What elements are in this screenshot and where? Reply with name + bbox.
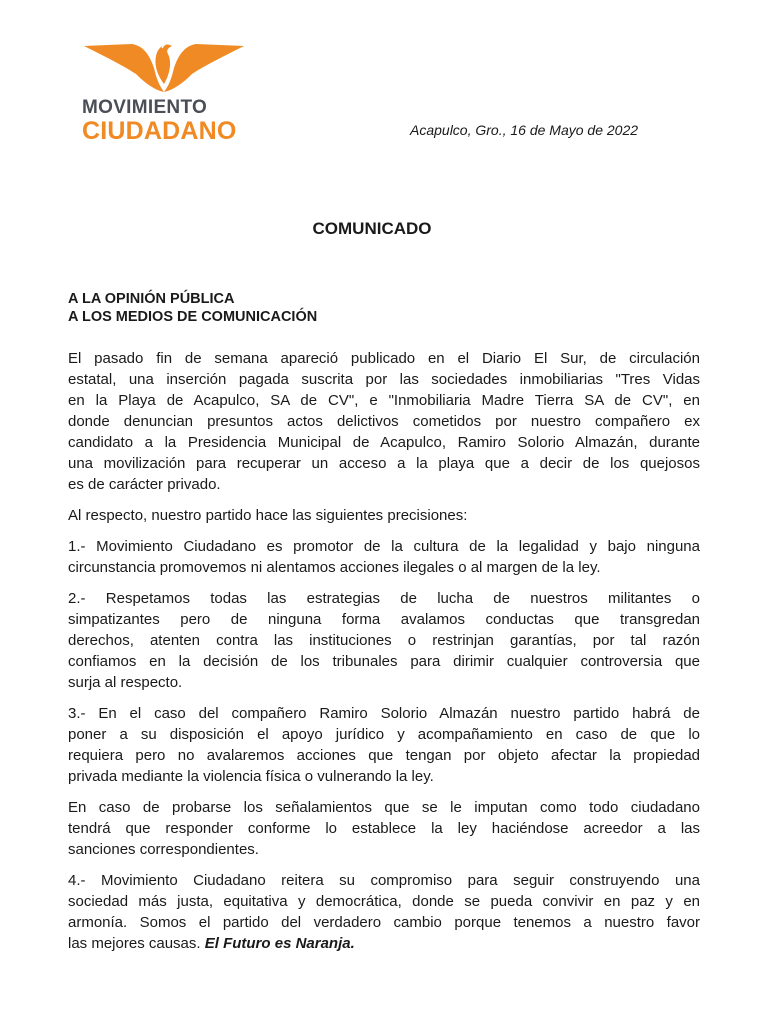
movimiento-ciudadano-logo: [82, 40, 252, 144]
text-line: sociedad más justa, equitativa y democrática, donde se pueda convivir en paz y en: [68, 893, 700, 910]
text-line: surja al respecto.: [68, 674, 183, 691]
text-line: El pasado fin de semana apareció publicado en el Diario El Sur, de circulación: [68, 350, 700, 367]
text-line: 2.- Respetamos todas las estrategias de lucha de nuestros militantes o: [68, 590, 700, 607]
paragraph: [68, 703, 700, 787]
text-line: estatal, una inserción pagada suscrita por las sociedades inmobiliarias "Tres Vidas: [68, 371, 700, 388]
addressees: [68, 290, 317, 326]
document-date: Acapulco, Gro., 16 de Mayo de 2022: [410, 122, 639, 138]
paragraph: [68, 348, 700, 495]
text-line: 4.- Movimiento Ciudadano reitera su compromiso para seguir construyendo una: [68, 872, 700, 889]
closing-slogan: El Futuro es Naranja.: [204, 935, 355, 952]
eagle-logo-icon: [84, 40, 244, 96]
text-line: derechos, atenten contra las instituciones o restrinjan garantías, por tal razón: [68, 632, 700, 649]
paragraph: [68, 505, 700, 526]
text-line: requiera pero no avalaremos acciones que tengan por objeto afectar la propiedad: [68, 747, 700, 764]
paragraph: [68, 588, 700, 693]
text-line: confiamos en la decisión de los tribunales para dirimir cualquier controversia que: [68, 653, 700, 670]
text-line: donde denuncian presuntos actos delictivos cometidos por nuestro compañero ex: [68, 413, 700, 430]
paragraph: [68, 870, 700, 954]
document-body: [68, 348, 700, 964]
text-line-content: las mejores causas.: [68, 935, 201, 952]
text-line: Al respecto, nuestro partido hace las siguientes precisiones:: [68, 507, 468, 524]
addressee-public-opinion: A LA OPINIÓN PÚBLICA: [68, 291, 235, 307]
text-line: privada mediante la violencia física o vulnerando la ley.: [68, 768, 434, 785]
paragraph: [68, 536, 700, 578]
logo-text-ciudadano: CIUDADANO: [82, 117, 237, 145]
document-title: COMUNICADO: [312, 219, 432, 238]
text-line: una movilización para recuperar un acceso a la playa que a decir de los quejosos: [68, 455, 700, 472]
paragraph: [68, 797, 700, 860]
text-line: tendrá que responder conforme lo establece la ley haciéndose acreedor a las: [68, 820, 700, 837]
logo-text-movimiento: MOVIMIENTO: [82, 97, 208, 118]
text-line: candidato a la Presidencia Municipal de Acapulco, Ramiro Solorio Almazán, durante: [68, 434, 700, 451]
addressee-media: A LOS MEDIOS DE COMUNICACIÓN: [68, 309, 318, 325]
text-line: [68, 933, 700, 954]
text-line: 3.- En el caso del compañero Ramiro Solorio Almazán nuestro partido habrá de: [68, 705, 700, 722]
text-line: 1.- Movimiento Ciudadano es promotor de la cultura de la legalidad y bajo ninguna: [68, 538, 700, 555]
text-line: En caso de probarse los señalamientos que se le imputan como todo ciudadano: [68, 799, 700, 816]
text-line: simpatizantes pero de ninguna forma avalamos conductas que transgredan: [68, 611, 700, 628]
text-line: en la Playa de Acapulco, SA de CV", e "Inmobiliaria Madre Tierra SA de CV", en: [68, 392, 700, 409]
text-line: sanciones correspondientes.: [68, 841, 259, 858]
text-line: poner a su disposición el apoyo jurídico y acompañamiento en caso de que lo: [68, 726, 700, 743]
text-line: es de carácter privado.: [68, 476, 221, 493]
text-line: armonía. Somos el partido del verdadero cambio porque tenemos a nuestro favor: [68, 914, 700, 931]
text-line: circunstancia promovemos ni alentamos acciones ilegales o al margen de la ley.: [68, 559, 601, 576]
